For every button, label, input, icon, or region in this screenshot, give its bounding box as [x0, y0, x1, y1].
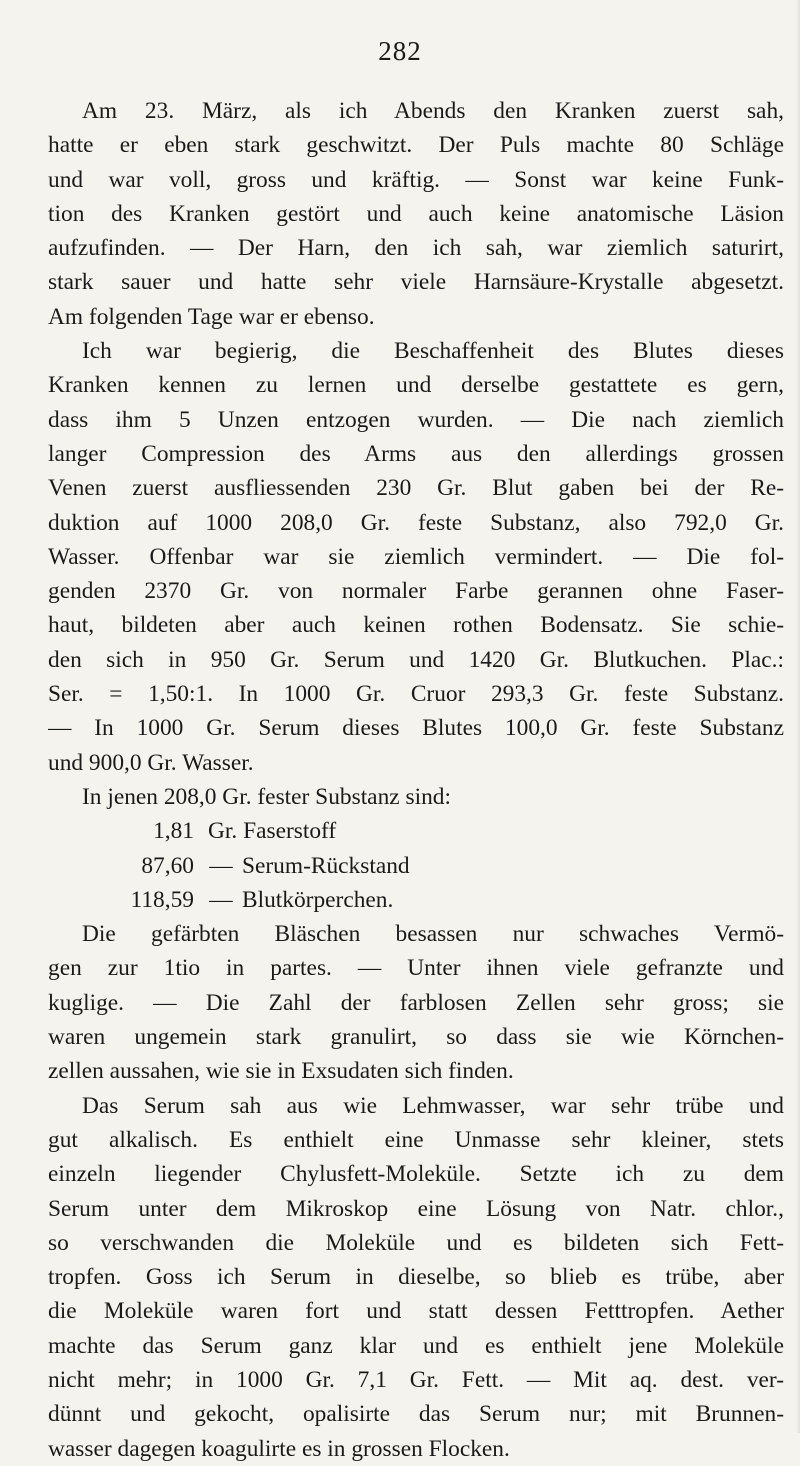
text-line: wasser dagegen koagulirte es in grossen Flocken.	[48, 1435, 510, 1462]
text-line: und war voll, gross und kräftig. — Sonst war keine Funk-	[48, 166, 784, 193]
text-line: Ich war begierig, die Beschaffenheit des Blutes dieses	[82, 338, 784, 365]
text-line: nicht mehr; in 1000 Gr. 7,1 Gr. Fett. — Mit aq. dest. ver-	[48, 1366, 784, 1393]
text-line: haut, bildeten aber auch keinen rothen Bodensatz. Sie schie-	[48, 612, 784, 639]
text-line: gen zur 1tio in partes. — Unter ihnen viele gefranzte und	[48, 955, 784, 982]
composition-label: Gr. Faserstoff	[208, 818, 337, 845]
text-line: Serum unter dem Mikroskop eine Lösung von Natr. chlor.,	[48, 1195, 784, 1222]
composition-row	[48, 849, 784, 883]
text-line: Venen zuerst ausfliessenden 230 Gr. Blut gaben bei der Re-	[48, 475, 784, 502]
text-line: die Moleküle waren fort und statt dessen Fetttropfen. Aether	[48, 1298, 784, 1325]
composition-dash: —	[209, 852, 233, 879]
text-line: dass ihm 5 Unzen entzogen wurden. — Die nach ziemlich	[48, 406, 784, 433]
text-line: Wasser. Offenbar war sie ziemlich vermindert. — Die fol-	[48, 543, 784, 570]
text-line: stark sauer und hatte sehr viele Harnsäure-Krystalle abgesetzt.	[48, 269, 784, 296]
text-line: tropfen. Goss ich Serum in dieselbe, so blieb es trübe, aber	[48, 1264, 784, 1291]
text-line: duktion auf 1000 208,0 Gr. feste Substanz, also 792,0 Gr.	[48, 509, 784, 536]
text-line: hatte er eben stark geschwitzt. Der Puls machte 80 Schläge	[48, 132, 784, 159]
text-line: Die gefärbten Bläschen besassen nur schwaches Vermö-	[82, 921, 784, 948]
text-line: so verschwanden die Moleküle und es bildeten sich Fett-	[48, 1229, 784, 1256]
composition-row	[48, 883, 784, 917]
composition-label: Serum-Rückstand	[242, 852, 410, 879]
text-line: Das Serum sah aus wie Lehmwasser, war sehr trübe und	[82, 1092, 784, 1119]
text-line: den sich in 950 Gr. Serum und 1420 Gr. Blutkuchen. Plac.:	[48, 646, 784, 673]
page-edge-shadow	[796, 0, 800, 1433]
text-line: Ser. = 1,50:1. In 1000 Gr. Cruor 293,3 Gr. feste Substanz.	[48, 681, 784, 708]
composition-row	[48, 814, 784, 848]
composition-label: Blutkörperchen.	[242, 886, 394, 913]
text-line: langer Compression des Arms aus den allerdings grossen	[48, 440, 784, 467]
composition-dash: —	[209, 886, 233, 913]
text-line: tion des Kranken gestört und auch keine anatomische Läsion	[48, 200, 784, 227]
text-line: Am folgenden Tage war er ebenso.	[48, 303, 375, 330]
text-line: dünnt und gekocht, opalisirte das Serum nur; mit Brunnen-	[48, 1401, 784, 1428]
text-line: machte das Serum ganz klar und es enthielt jene Moleküle	[48, 1332, 784, 1359]
text-line: — In 1000 Gr. Serum dieses Blutes 100,0 Gr. feste Substanz	[48, 715, 784, 742]
text-line: und 900,0 Gr. Wasser.	[48, 749, 254, 776]
text-line: einzeln liegender Chylusfett-Moleküle. Setzte ich zu dem	[48, 1161, 784, 1188]
text-line: Am 23. März, als ich Abends den Kranken zuerst sah,	[82, 98, 784, 124]
text-line: waren ungemein stark granulirt, so dass sie wie Körnchen-	[48, 1024, 784, 1051]
composition-value: 118,59	[130, 886, 194, 913]
body-text	[48, 94, 784, 1466]
text-line: genden 2370 Gr. von normaler Farbe gerannen ohne Faser-	[48, 578, 784, 605]
text-line: Kranken kennen zu lernen und derselbe gestattete es gern,	[48, 372, 784, 399]
text-line: kuglige. — Die Zahl der farblosen Zellen sehr gross; sie	[48, 989, 784, 1016]
text-line: zellen aussahen, wie sie in Exsudaten sich finden.	[48, 1058, 514, 1085]
page-number: 282	[378, 36, 422, 66]
composition-value: 1,81	[153, 818, 194, 845]
text-line: aufzufinden. — Der Harn, den ich sah, war ziemlich saturirt,	[48, 235, 784, 262]
composition-value: 87,60	[141, 852, 194, 879]
text-line: gut alkalisch. Es enthielt eine Unmasse sehr kleiner, stets	[48, 1126, 784, 1153]
text-line: In jenen 208,0 Gr. fester Substanz sind:	[82, 783, 451, 810]
